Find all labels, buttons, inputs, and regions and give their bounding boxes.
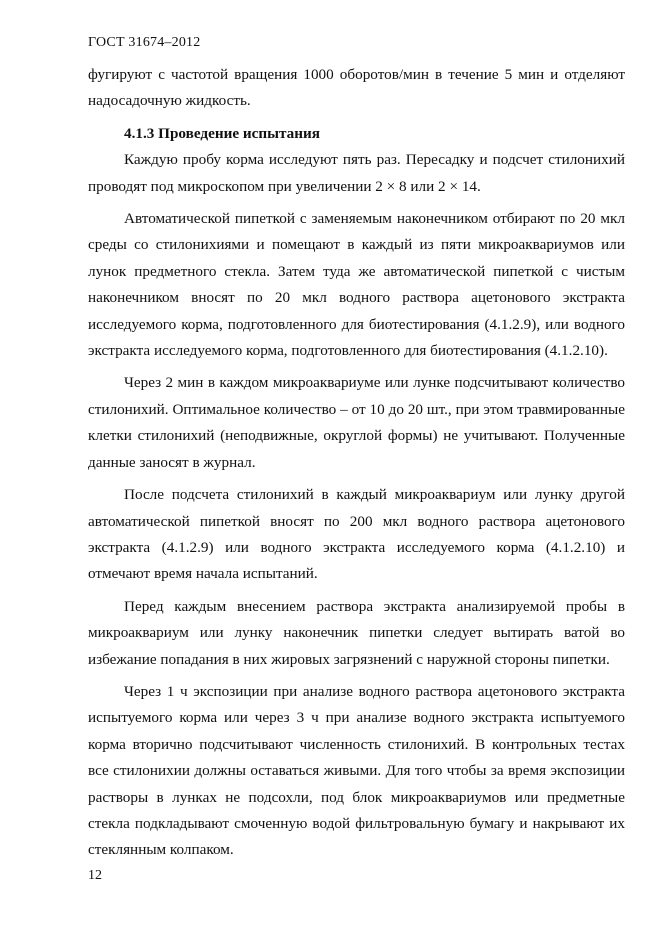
paragraph-4: После подсчета стилонихий в каждый микроаквариум или лунку другой автоматической пипеткой вносят по 200 мкл водного раствора ацетонового экстракта (4.1.2.9) или водного экстракта исследуемого корма (4.1.2.10) и отмечают время начала испытаний. xyxy=(88,486,625,583)
paragraph-1: Каждую пробу корма исследуют пять раз. Пересадку и подсчет стилонихий проводят под микроскопом при увеличении 2 × 8 или 2 × 14. xyxy=(88,151,625,195)
document-header: ГОСТ 31674–2012 xyxy=(88,35,201,50)
paragraph-2: Автоматической пипеткой с заменяемым наконечником отбирают по 20 мкл среды со стилонихиями и помещают в каждый из пяти микроаквариумов или лунок предметного стекла. Затем туда же автоматической пипеткой с чистым наконечником вносят по 20 мкл водного раствора ацетонового экстракта исследуемого корма, подготовленного для биотестирования (4.1.2.9), или водного экстракта исследуемого корма, подготовленного для биотестирования (4.1.2.10). xyxy=(88,210,625,360)
document-body xyxy=(88,62,625,864)
paragraph-5: Перед каждым внесением раствора экстракта анализируемой пробы в микроаквариум или лунку наконечник пипетки следует вытирать ватой во избежание попадания в них жировых загрязнений с наружной стороны пипетки. xyxy=(88,597,625,668)
page-number: 12 xyxy=(88,868,102,883)
section-heading: 4.1.3 Проведение испытания xyxy=(124,124,320,142)
continued-paragraph: фугируют с частотой вращения 1000 оборотов/мин в течение 5 мин и отделяют надосадочную жидкость. xyxy=(88,66,625,110)
paragraph-3: Через 2 мин в каждом микроаквариуме или лунке подсчитывают количество стилонихий. Оптимальное количество – от 10 до 20 шт., при этом травмированные клетки стилонихий (неподвижные, округлой формы) не учитывают. Полученные данные заносят в журнал. xyxy=(88,374,625,471)
paragraph-6: Через 1 ч экспозиции при анализе водного раствора ацетонового экстракта испытуемого корма или через 3 ч при анализе водного экстракта испытуемого корма вторично подсчитывают численность стилонихий. В контрольных тестах все стилонихии должны оставаться живыми. Для того чтобы за время экспозиции растворы в лунках не подсохли, под блок микроаквариумов или предметные стекла подкладывают смоченную водой фильтровальную бумагу и накрывают их стеклянным колпаком. xyxy=(88,682,625,859)
